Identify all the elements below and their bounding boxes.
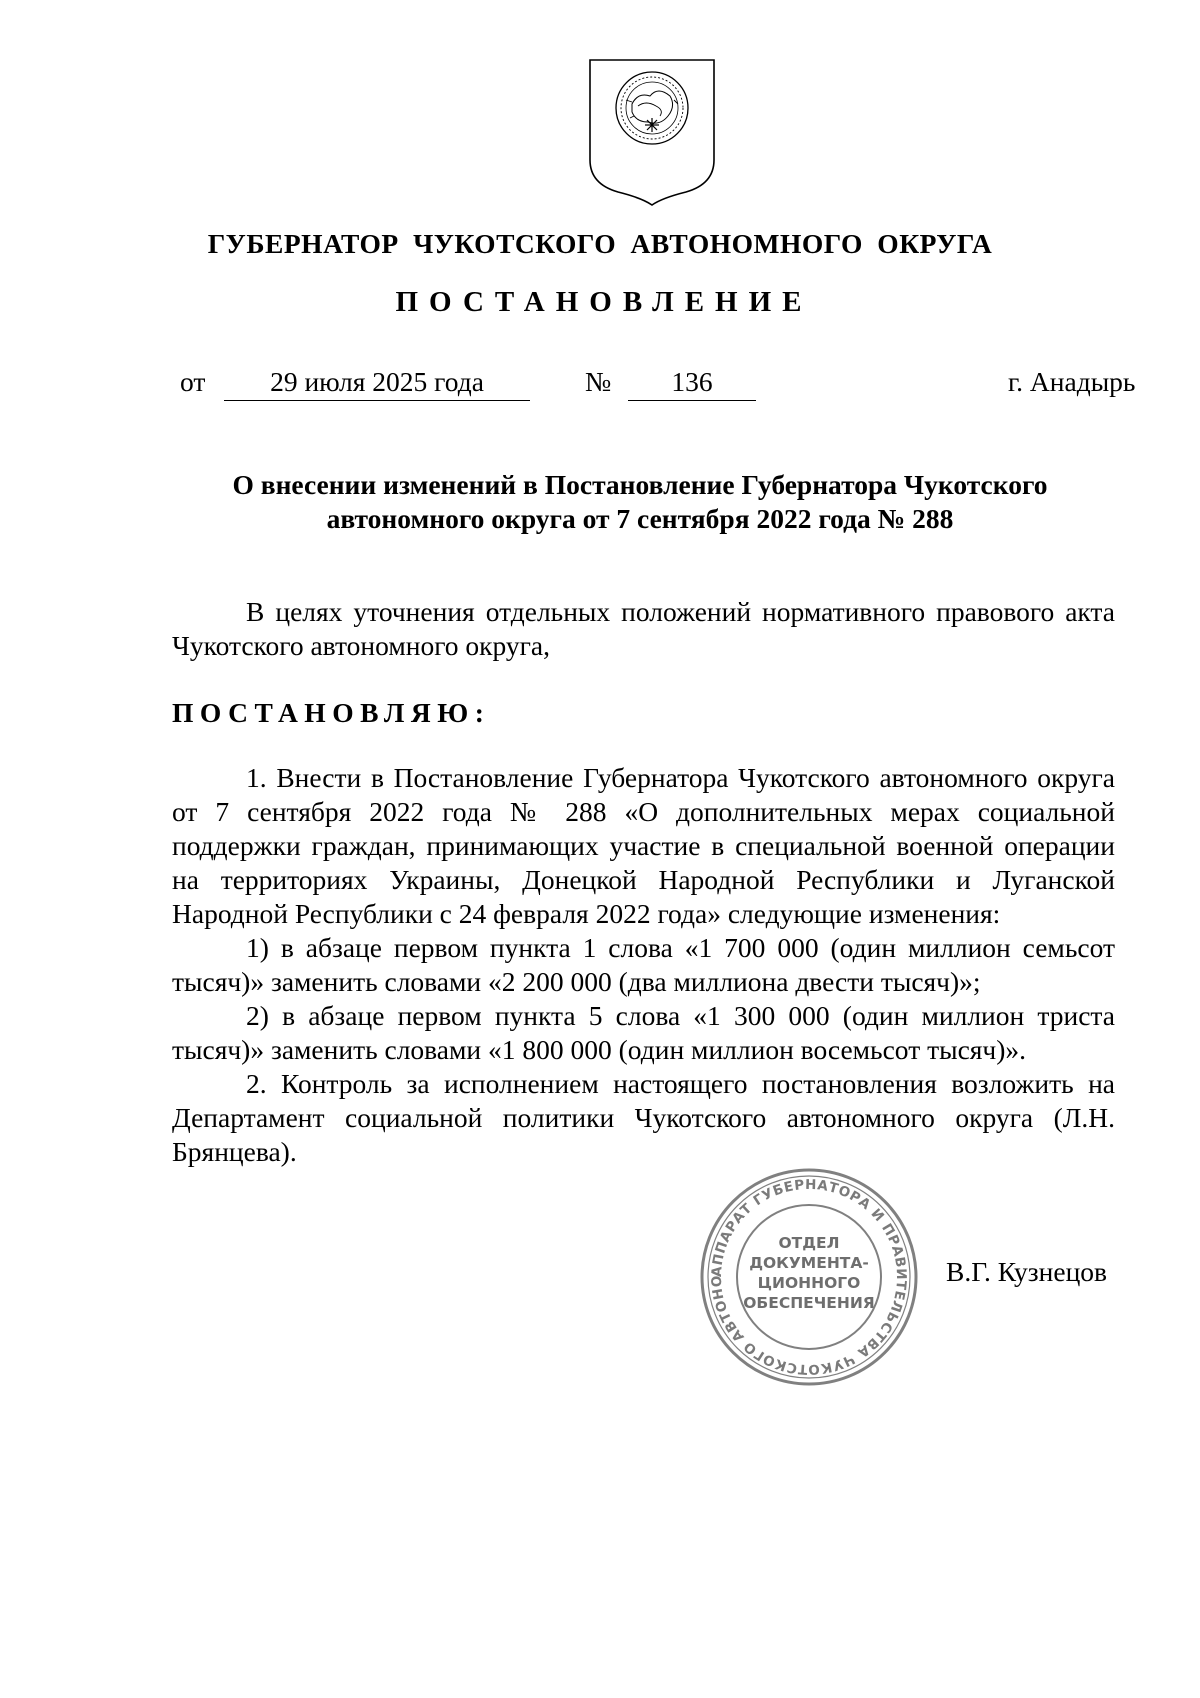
coat-of-arms-icon bbox=[586, 56, 718, 206]
document-city: г. Анадырь bbox=[1008, 366, 1136, 397]
stamp-ring-text: АППАРАТ ГУБЕРНАТОРА И ПРАВИТЕЛЬСТВА ЧУКОТСКОГО АВТОНО bbox=[708, 1176, 910, 1378]
stamp-center-line-3: ЦИОННОГО bbox=[757, 1274, 861, 1292]
stamp-center-line-4: ОБЕСПЕЧЕНИЯ bbox=[743, 1294, 875, 1312]
stamp-center-line-1: ОТДЕЛ bbox=[778, 1234, 840, 1252]
item-2: 2. Контроль за исполнением настоящего постановления возложить на Департамент социальной политики Чукотского автономного округа (Л.Н. Брянцева). bbox=[172, 1068, 1115, 1167]
issuing-authority-title: ГУБЕРНАТОР ЧУКОТСКОГО АВТОНОМНОГО ОКРУГА bbox=[207, 228, 993, 259]
item-1-subitem-2: 2) в абзаце первом пункта 5 слова «1 300 000 (один миллион триста тысяч)» заменить словами «1 800 000 (один миллион восемьсот тысяч)». bbox=[172, 1000, 1115, 1065]
preamble-text: В целях уточнения отдельных положений нормативного правового акта Чукотского автономного округа, bbox=[172, 596, 1115, 661]
document-subject bbox=[150, 468, 1130, 536]
signatory-name: В.Г. Кузнецов bbox=[946, 1256, 1108, 1287]
number-sign: № bbox=[585, 366, 612, 397]
decree-items bbox=[172, 761, 1115, 1169]
item-1-subitem-1: 1) в абзаце первом пункта 1 слова «1 700 000 (один миллион семьсот тысяч)» заменить словами «2 200 000 (два миллиона двести тысяч)»; bbox=[172, 932, 1115, 997]
preamble bbox=[172, 595, 1115, 663]
decree-word: ПОСТАНОВЛЯЮ: bbox=[172, 697, 491, 728]
document-number: 136 bbox=[628, 364, 756, 401]
subject-line-1: О внесении изменений в Постановление Губернатора Чукотского bbox=[232, 469, 1048, 500]
official-stamp bbox=[698, 1166, 920, 1388]
subject-line-2: автономного округа от 7 сентября 2022 года № 288 bbox=[326, 503, 954, 534]
stamp-center-line-2: ДОКУМЕНТА- bbox=[749, 1254, 869, 1272]
document-type-title: ПОСТАНОВЛЕНИЕ bbox=[395, 286, 813, 318]
document-date: 29 июля 2025 года bbox=[224, 364, 530, 401]
item-1: 1. Внести в Постановление Губернатора Чукотского автономного округа от 7 сентября 2022 года № 288 «О дополнительных мерах социальной поддержки граждан, принимающих участие в специальной военной операции на территориях Украины, Донецкой Народной Республики и Луганской Народной Республики с 24 февраля 2022 года» следующие изменения: bbox=[172, 762, 1115, 929]
date-prefix: от bbox=[180, 366, 206, 397]
